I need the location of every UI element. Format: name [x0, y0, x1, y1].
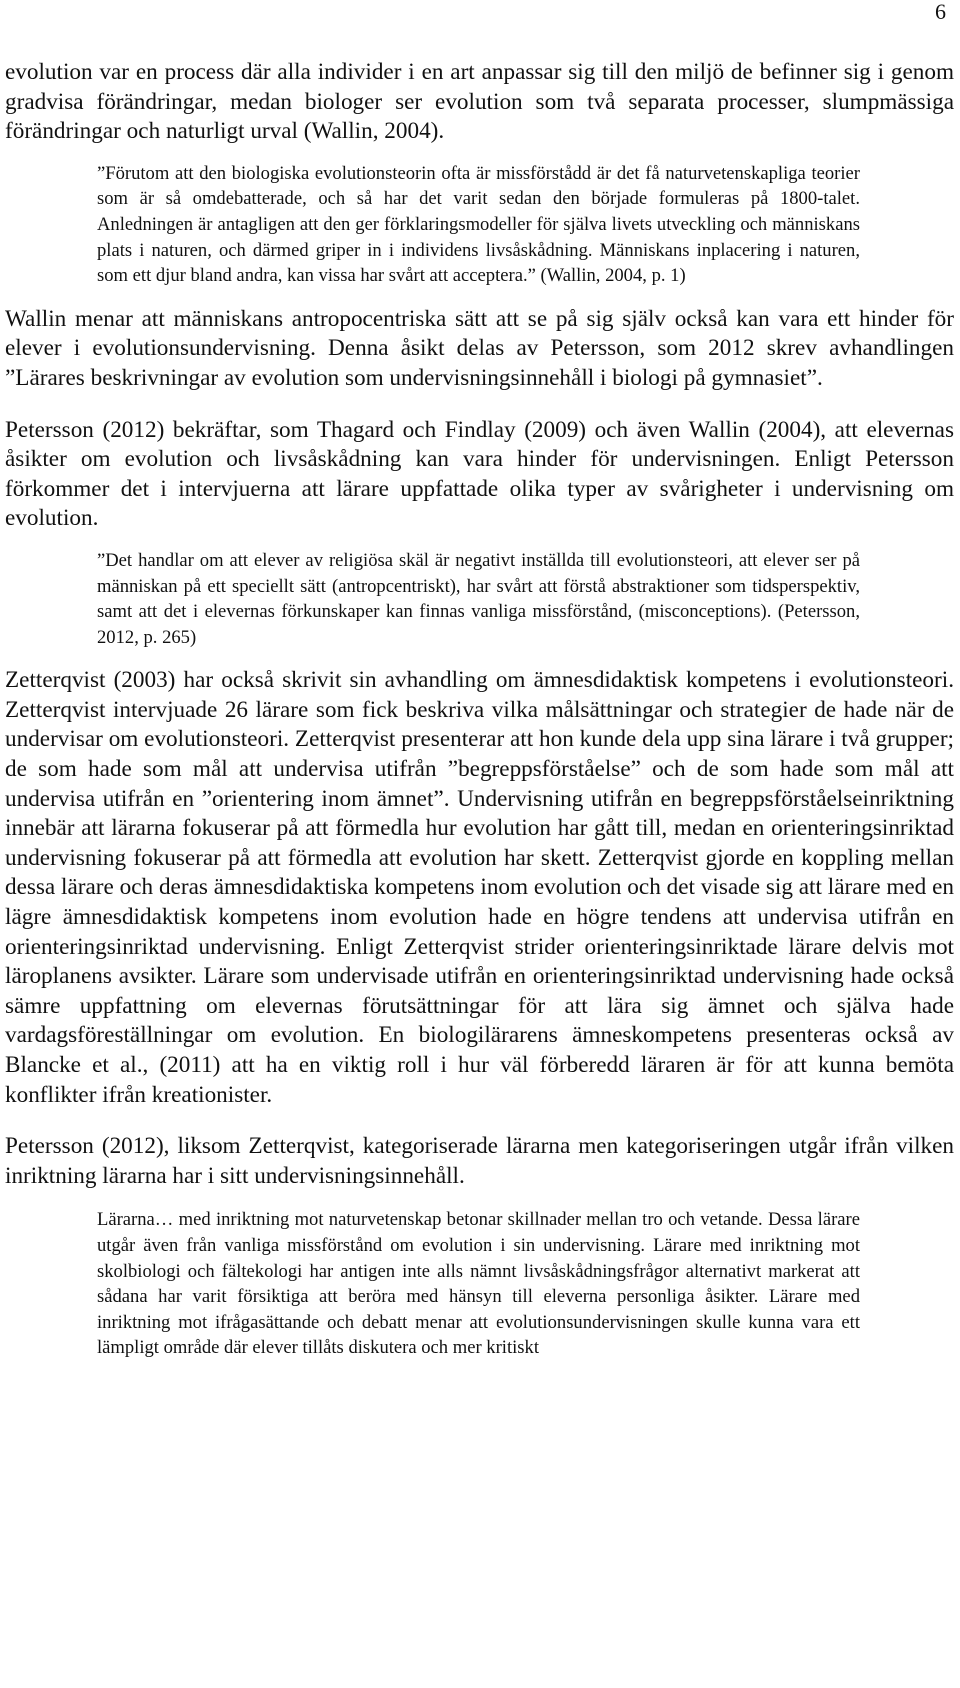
block-quote: Lärarna… med inriktning mot naturvetenskap betonar skillnader mellan tro och vetande. Dessa lärare utgår även från vanliga missförstånd om evolution i sin undervisning. Lärare med inriktning mot skolbiologi och fältekologi har antigen inte alls nämnt livsåskådningsfrågor alternativt markerat att sådana har varit försiktiga att beröra med hänsyn till eleverna personliga åsikter. Lärare med inriktning mot ifrågasättande och debatt menar att evolutionsundervisningen skulle kunna vara ett lämpligt område där elever tillåts diskutera och mer kritiskt: [97, 1209, 860, 1359]
document-body: [5, 58, 954, 1361]
page-number: 6: [935, 0, 946, 24]
paragraph: Petersson (2012) bekräftar, som Thagard och Findlay (2009) och även Wallin (2004), att elevernas åsikter om evolution och livsåskådning kan vara hinder för undervisningen. Enligt Petersson förkommer det i intervjuerna att lärare uppfattade olika typer av svårigheter i undervisning om evolution.: [5, 416, 954, 532]
block-quote: ”Förutom att den biologiska evolutionsteorin ofta är missförstådd är det få naturvetenskapliga teorier som är så omdebatterade, och så har det varit sedan den började formuleras på 1800-talet. Anledningen är antagligen att den ger förklaringsmodeller för själva livets utveckling och människans plats i naturen, och därmed griper in i individens livsåskådning. Människans inplacering i naturen, som ett djur bland andra, kan vissa har svårt att acceptera.” (Wallin, 2004, p. 1): [97, 162, 860, 287]
paragraph: evolution var en process där alla individer i en art anpassar sig till den miljö de befinner sig i genom gradvisa förändringar, medan biologer ser evolution som två separata processer, slumpmässiga förändringar och naturligt urval (Wallin, 2004).: [5, 59, 954, 145]
block-quote: ”Det handlar om att elever av religiösa skäl är negativt inställda till evolutionsteori, att elever ser på människan på ett speciellt sätt (antropcentriskt), har svårt att förstå abstraktioner som tidsperspektiv, samt att det i elevernas förkunskaper kan finnas vanliga missförstånd, (misconceptions). (Petersson, 2012, p. 265): [97, 549, 860, 648]
paragraph: Zetterqvist (2003) har också skrivit sin avhandling om ämnesdidaktisk kompetens i evolutionsteori. Zetterqvist intervjuade 26 lärare som fick beskriva vilka målsättningar och strategier de hade när de undervisar om evolutionsteori. Zetterqvist presenterar att hon kunde dela upp sina lärare i två grupper; de som hade som mål att undervisa utifrån ”begreppsförståelse” och de som hade som mål att undervisa utifrån en ”orientering inom ämnet”. Undervisning utifrån en begreppsförståelseinriktning innebär att lärarna fokuserar på att förmedla hur evolution har gått till, medan en orienteringsinriktad undervisning fokuserar på att förmedla att evolution har skett. Zetterqvist gjorde en koppling mellan dessa lärare och deras ämnesdidaktiska kompetens inom evolution och det visade sig att lärare med en lägre ämnesdidaktisk kompetens inom evolution hade en högre tendens att undervisa utifrån en orienteringsinriktad undervisning. Enligt Zetterqvist strider orienteringsinriktade lärare delvis mot läroplanens avsikter. Lärare som undervisade utifrån en orienteringsinriktad undervisning hade också sämre uppfattning om elevernas förutsättningar för att lära sig ämnet och själva hade vardagsföreställningar om evolution. En biologilärarens ämneskompetens presenteras också av Blancke et al., (2011) att ha en viktig roll i hur väl förberedd läraren är för att kunna bemöta konflikter ifrån kreationister.: [5, 667, 954, 1108]
paragraph: Wallin menar att människans antropocentriska sätt att se på sig själv också kan vara ett hinder för elever i evolutionsundervisning. Denna åsikt delas av Petersson, som 2012 skrev avhandlingen ”Lärares beskrivningar av evolution som undervisningsinnehåll i biologi på gymnasiet”.: [5, 305, 954, 391]
paragraph: Petersson (2012), liksom Zetterqvist, kategoriserade lärarna men kategoriseringen utgår ifrån vilken inriktning lärarna har i sitt undervisningsinnehåll.: [5, 1133, 954, 1189]
